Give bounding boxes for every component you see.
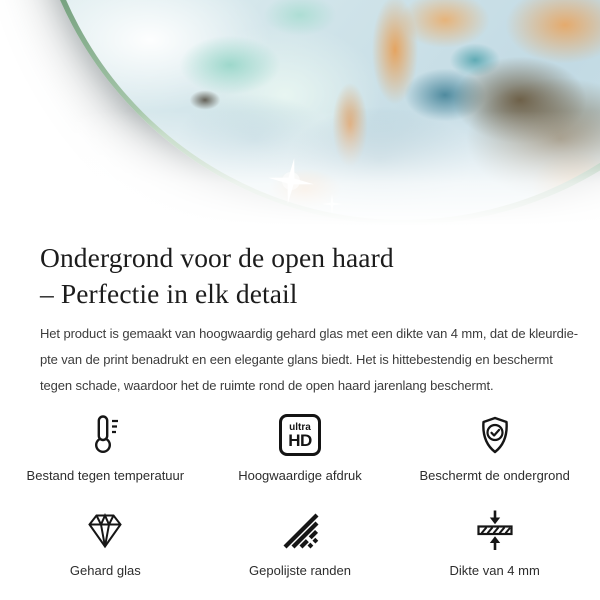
- ultra-hd-text-top: ultra: [289, 421, 311, 433]
- description-line: tegen schade, waardoor het de ruimte rond de open haard jarenlang beschermt.: [40, 378, 494, 393]
- polished-edges-icon: [278, 507, 322, 553]
- description-section: [0, 240, 600, 399]
- page-title: [40, 240, 560, 312]
- page-title-line1: Ondergrond voor de open haard: [40, 242, 394, 273]
- product-description: [40, 321, 578, 399]
- diamond-icon: [83, 507, 127, 553]
- description-line: pte van de print benadrukt en een elegante glans biedt. Het is hittebestendig en beschermt: [40, 352, 553, 367]
- feature-print-quality: [203, 412, 398, 483]
- feature-protection: [397, 412, 592, 483]
- image-bottom-fade: [0, 111, 600, 236]
- feature-temperature: [8, 412, 203, 483]
- feature-label: Gehard glas: [69, 563, 141, 578]
- ultra-hd-text-bottom: HD: [288, 430, 312, 450]
- thickness-icon: [473, 507, 517, 553]
- ultra-hd-icon: [279, 412, 321, 458]
- feature-label: Bestand tegen temperatuur: [26, 468, 185, 483]
- thermometer-icon: [83, 412, 127, 458]
- feature-thickness: [397, 507, 592, 578]
- feature-label: Dikte van 4 mm: [449, 563, 540, 578]
- shield-check-icon: [473, 412, 517, 458]
- feature-polished-edges: [203, 507, 398, 578]
- feature-label: Beschermt de ondergrond: [419, 468, 570, 483]
- product-image: [0, 0, 600, 236]
- feature-label: Gepolijste randen: [249, 563, 351, 578]
- feature-grid: [8, 412, 592, 578]
- feature-label: Hoogwaardige afdruk: [238, 468, 362, 483]
- description-line: Het product is gemaakt van hoogwaardig gehard glas met een dikte van 4 mm, dat de kleurdie-: [40, 326, 578, 341]
- feature-tempered-glass: [8, 507, 203, 578]
- page-title-line2: – Perfectie in elk detail: [40, 278, 298, 309]
